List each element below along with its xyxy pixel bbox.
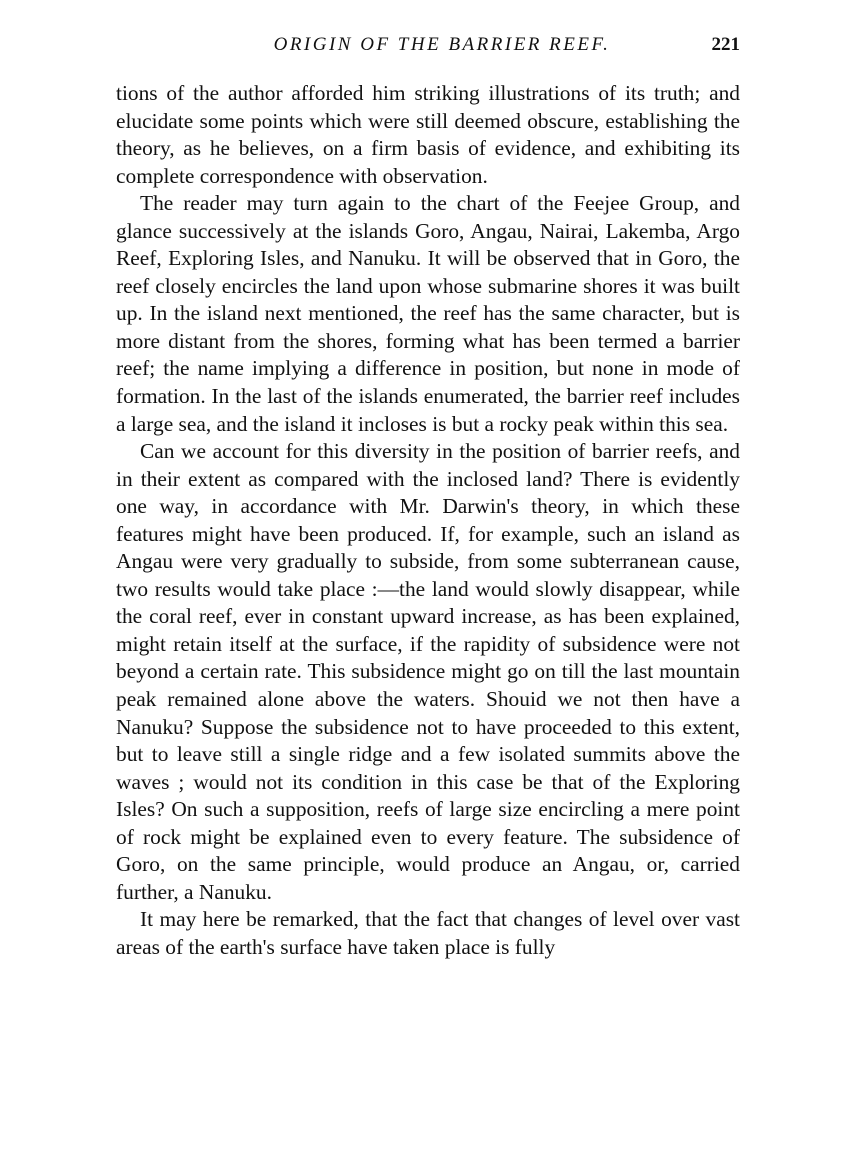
- running-head: [116, 34, 740, 64]
- paragraph-feejee-chart: The reader may turn again to the chart of the Feejee Group, and glance successively at the islands Goro, Angau, Nairai, Lakemba, Argo Reef, Exploring Isles, and Nanuku. It will be observed that in Goro, the reef closely encircles the land upon whose submarine shores it was built up. In the island next mentioned, the reef has the same character, but is more distant from the shores, forming what has been termed a barrier reef; the name implying a difference in position, but none in mode of formation. In the last of the islands enumerated, the barrier reef includes a large sea, and the island it incloses is but a rocky peak within this sea.: [116, 191, 740, 436]
- page-number: 221: [711, 34, 740, 55]
- running-title: ORIGIN OF THE BARRIER REEF.: [273, 34, 611, 55]
- paragraph-subsidence-theory: Can we account for this diversity in the position of barrier reefs, and in their extent as compared with the inclosed land? There is evidently one way, in accordance with Mr. Darwin's theory, in which these features might have been produced. If, for example, such an island as Angau were very gradually to subside, from some subterranean cause, two results would take place :—the land would slowly disappear, while the coral reef, ever in constant upward increase, as has been explained, might retain itself at the surface, if the rapidity of subsidence were not beyond a certain rate. This subsidence might go on till the last mountain peak remained alone above the waters. Shouid we not then have a Nanuku? Suppose the subsidence not to have proceeded to this extent, but to leave still a single ridge and a few isolated summits above the waves ; would not its condition in this case be that of the Exploring Isles? On such a supposition, reefs of large size encircling a mere point of rock might be explained even to every feature. The subsidence of Goro, on the same principle, would produce an Angau, or, carried further, a Nanuku.: [116, 439, 740, 904]
- paragraph-continued: tions of the author afforded him striking illustrations of its truth; and elucidate some points which were still deemed obscure, establishing the theory, as he believes, on a firm basis of evidence, and exhibiting its complete correspondence with observation.: [116, 81, 740, 188]
- paragraph-changes-of-level: It may here be remarked, that the fact that changes of level over vast areas of the earth's surface have taken place is fully: [116, 907, 740, 959]
- body-text: [116, 80, 740, 962]
